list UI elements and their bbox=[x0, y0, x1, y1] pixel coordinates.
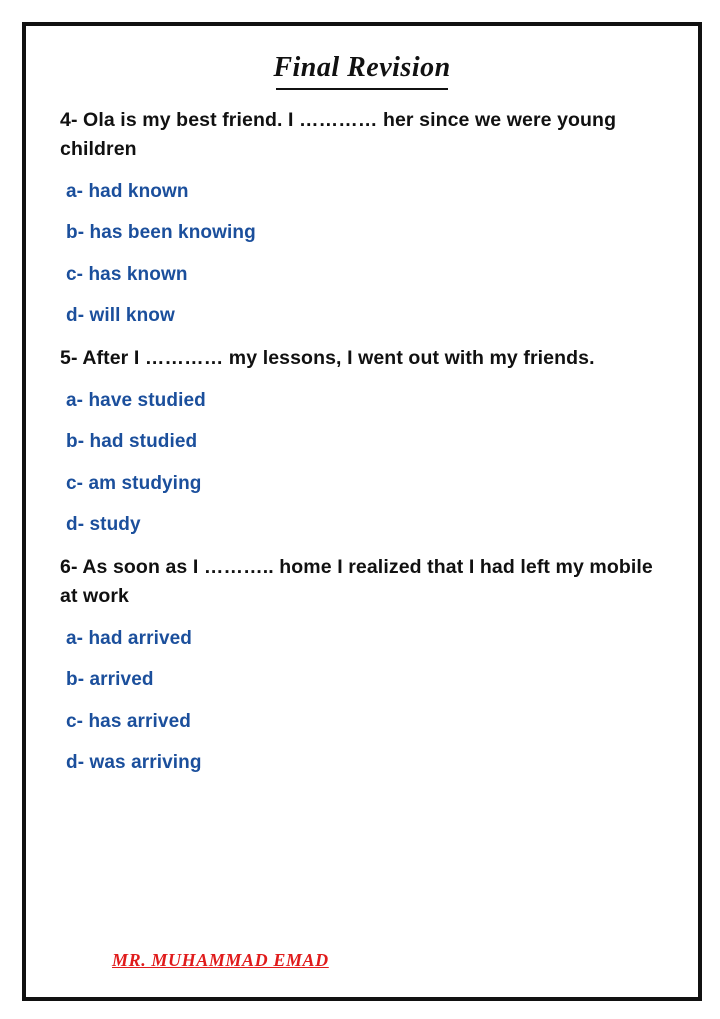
question-choice-a[interactable]: a- had known bbox=[66, 180, 189, 202]
page-border-frame bbox=[22, 22, 702, 1001]
title-underline bbox=[276, 88, 448, 90]
question-stem: 5- After I ………… my lessons, I went out with my friends. bbox=[60, 346, 595, 369]
question-stem: 6- As soon as I ……….. home I realized that I had left my mobile at work bbox=[60, 555, 653, 607]
question-choice-c[interactable]: c- am studying bbox=[66, 472, 202, 494]
question-block-6 bbox=[60, 553, 664, 777]
question-choice-a[interactable]: a- have studied bbox=[66, 389, 206, 411]
question-block-5 bbox=[60, 344, 664, 539]
question-choice-d[interactable]: d- study bbox=[66, 514, 141, 536]
question-choice-b[interactable]: b- arrived bbox=[66, 669, 154, 691]
question-block-4 bbox=[60, 106, 664, 330]
page-title: Final Revision bbox=[273, 52, 451, 83]
question-stem: 4- Ola is my best friend. I ………… her since we were young children bbox=[60, 109, 617, 160]
question-choice-d[interactable]: d- will know bbox=[66, 305, 175, 327]
question-choice-b[interactable]: b- has been knowing bbox=[66, 222, 256, 244]
question-choice-a[interactable]: a- had arrived bbox=[66, 627, 193, 649]
author-signature: MR. MUHAMMAD EMAD bbox=[112, 950, 329, 970]
question-choice-c[interactable]: c- has arrived bbox=[66, 710, 191, 732]
question-choice-c[interactable]: c- has known bbox=[66, 263, 188, 285]
question-choice-b[interactable]: b- had studied bbox=[66, 431, 198, 453]
question-choice-d[interactable]: d- was arriving bbox=[66, 752, 202, 774]
